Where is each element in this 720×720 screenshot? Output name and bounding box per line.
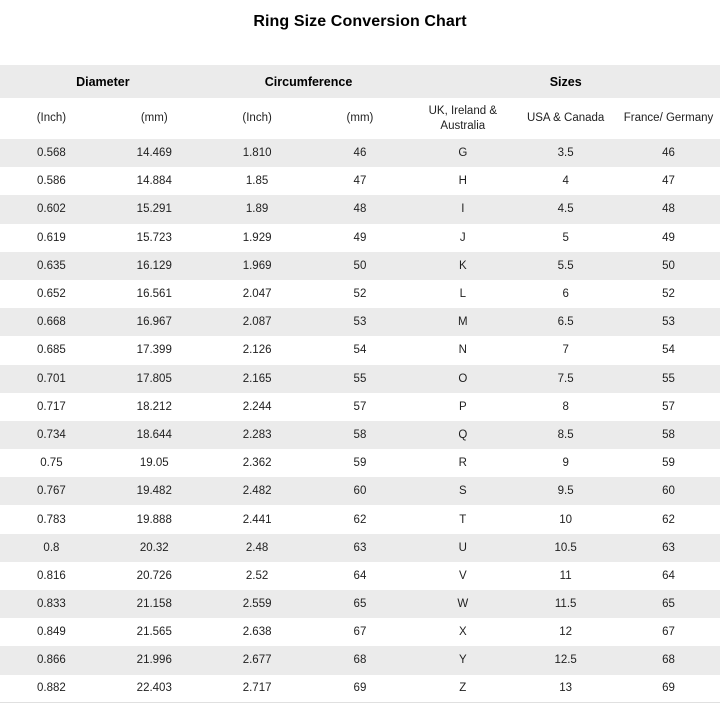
cell: O [458,372,468,385]
cell: 17.399 [136,344,172,357]
cell: 5 [562,231,569,244]
cell: 0.586 [37,175,66,188]
cell: 7.5 [557,372,574,385]
table-row [0,393,720,421]
table-header [0,65,720,139]
cell: 6 [562,288,569,301]
table-row [0,195,720,223]
cell: 7 [562,344,569,357]
cell: 20.32 [139,541,169,554]
group-header-row [0,65,720,98]
cell: 48 [353,203,367,216]
cell: 21.996 [136,654,172,667]
cell: 11 [559,569,572,582]
cell: 60 [662,485,675,498]
table-row [0,590,720,618]
cell: 0.701 [37,372,66,385]
column-header-mm: (mm) [140,112,168,125]
cell: 14.469 [136,147,172,160]
cell: 8.5 [557,428,574,441]
table-body [0,139,720,703]
cell: S [458,485,467,498]
cell: 2.126 [242,344,272,357]
cell: 6.5 [557,316,574,329]
cell: T [459,513,467,526]
cell: 69 [353,682,367,695]
cell: 3.5 [557,147,574,160]
table-row [0,618,720,646]
column-header-uk-ireland-australia: UK, Ireland & Australia [428,105,497,132]
cell: 19.888 [136,513,172,526]
cell: 0.652 [37,288,66,301]
cell: 10.5 [554,541,577,554]
cell: 2.283 [242,428,272,441]
cell: 1.929 [242,231,272,244]
cell: 54 [353,344,367,357]
cell: G [458,147,468,160]
cell: 52 [353,288,367,301]
cell: 0.635 [37,259,66,272]
cell: H [458,175,467,188]
cell: 53 [353,316,367,329]
cell: 0.816 [37,569,66,582]
cell: 68 [662,654,675,667]
column-header-france-germany: France/ Germany [623,112,714,125]
column-header-usa-canada: USA & Canada [526,112,605,125]
cell: 59 [662,457,675,470]
cell: 0.75 [40,457,63,470]
cell: 20.726 [136,569,172,582]
page-title: Ring Size Conversion Chart [253,13,467,30]
cell: 17.805 [136,372,172,385]
cell: 47 [353,175,367,188]
cell: P [458,400,467,413]
cell: N [458,344,467,357]
cell: 53 [662,316,675,329]
cell: 0.602 [37,203,66,216]
cell: 54 [662,344,675,357]
cell: 2.48 [245,541,269,554]
cell: 58 [662,428,675,441]
table-row [0,365,720,393]
cell: 63 [353,541,367,554]
cell: I [461,203,465,216]
cell: M [458,316,468,329]
cell: 48 [662,203,675,216]
cell: 46 [353,147,367,160]
cell: 2.087 [242,316,272,329]
cell: 49 [353,231,367,244]
cell: 9 [562,457,569,470]
cell: 62 [353,513,367,526]
cell: 64 [662,569,675,582]
cell: 2.482 [242,485,272,498]
cell: 22.403 [136,682,172,695]
cell: 2.244 [242,400,272,413]
table-row [0,224,720,252]
cell: 0.783 [37,513,66,526]
cell: 2.638 [242,626,272,639]
cell: 58 [353,428,367,441]
cell: 12 [559,626,573,639]
table-row [0,252,720,280]
cell: 18.644 [136,428,172,441]
cell: 49 [662,231,675,244]
cell: Y [458,654,467,667]
table-row [0,449,720,477]
cell: 50 [353,259,367,272]
cell: 21.158 [136,598,172,611]
table-row [0,477,720,505]
table-row [0,167,720,195]
cell: 16.967 [136,316,172,329]
cell: 57 [662,400,675,413]
cell: 19.05 [139,457,169,470]
cell: 21.565 [136,626,172,639]
table-row [0,336,720,364]
column-header-inch: (Inch) [36,112,67,125]
table-row [0,646,720,674]
table-row [0,675,720,703]
cell: 15.723 [136,231,172,244]
cell: 9.5 [557,485,574,498]
cell: 65 [662,598,675,611]
cell: 1.810 [242,147,272,160]
cell: 55 [353,372,367,385]
cell: 0.685 [37,344,66,357]
cell: Q [458,428,468,441]
table-row [0,280,720,308]
cell: 12.5 [554,654,577,667]
cell: 57 [353,400,367,413]
cell: 46 [662,147,675,160]
cell: V [458,569,467,582]
cell: 0.568 [37,147,66,160]
cell: 2.677 [242,654,272,667]
cell: 0.734 [37,428,66,441]
cell: 0.619 [37,231,66,244]
cell: 0.866 [37,654,66,667]
table-row [0,421,720,449]
cell: Z [459,682,467,695]
cell: 13 [559,682,573,695]
cell: 2.559 [242,598,272,611]
cell: 16.129 [136,259,172,272]
cell: 65 [353,598,367,611]
cell: 4.5 [557,203,574,216]
cell: 47 [662,175,675,188]
table-row [0,505,720,533]
ring-size-conversion-table [0,65,720,703]
table-row [0,308,720,336]
cell: 1.89 [245,203,269,216]
cell: 18.212 [136,400,172,413]
cell: 10 [559,513,573,526]
table-row [0,534,720,562]
cell: 14.884 [136,175,172,188]
cell: W [457,598,469,611]
cell: L [459,288,466,301]
cell: 0.668 [37,316,66,329]
cell: 52 [662,288,675,301]
cell: 62 [662,513,675,526]
column-header-mm: (mm) [346,112,374,125]
cell: 2.362 [242,457,272,470]
cell: 2.165 [242,372,272,385]
cell: 2.52 [245,569,269,582]
group-header-sizes: Sizes [549,74,582,89]
cell: 2.441 [242,513,272,526]
cell: 67 [662,626,675,639]
cell: 63 [662,541,675,554]
cell: X [458,626,467,639]
cell: 50 [662,259,675,272]
cell: 64 [353,569,367,582]
cell: 55 [662,372,675,385]
cell: 16.561 [136,288,172,301]
cell: 67 [353,626,367,639]
cell: 15.291 [136,203,172,216]
group-header-circumference: Circumference [264,74,353,89]
cell: 2.047 [242,288,272,301]
cell: 0.717 [37,400,66,413]
cell: 59 [353,457,367,470]
cell: 11.5 [554,598,577,611]
cell: 8 [562,400,569,413]
table-row [0,139,720,167]
cell: 0.8 [43,541,60,554]
cell: 0.882 [37,682,66,695]
cell: J [459,231,466,244]
cell: 60 [353,485,367,498]
cell: 4 [562,175,569,188]
cell: K [458,259,467,272]
cell: 1.969 [242,259,272,272]
cell: 2.717 [242,682,272,695]
column-header-inch: (Inch) [242,112,272,125]
cell: R [458,457,467,470]
cell: 0.767 [37,485,66,498]
cell: U [458,541,467,554]
cell: 68 [353,654,367,667]
column-header-row [0,98,720,139]
cell: 5.5 [557,259,574,272]
table-row [0,562,720,590]
cell: 0.849 [37,626,66,639]
cell: 19.482 [136,485,172,498]
group-header-diameter: Diameter [76,74,130,89]
cell: 0.833 [37,598,66,611]
cell: 1.85 [245,175,269,188]
cell: 69 [662,682,675,695]
